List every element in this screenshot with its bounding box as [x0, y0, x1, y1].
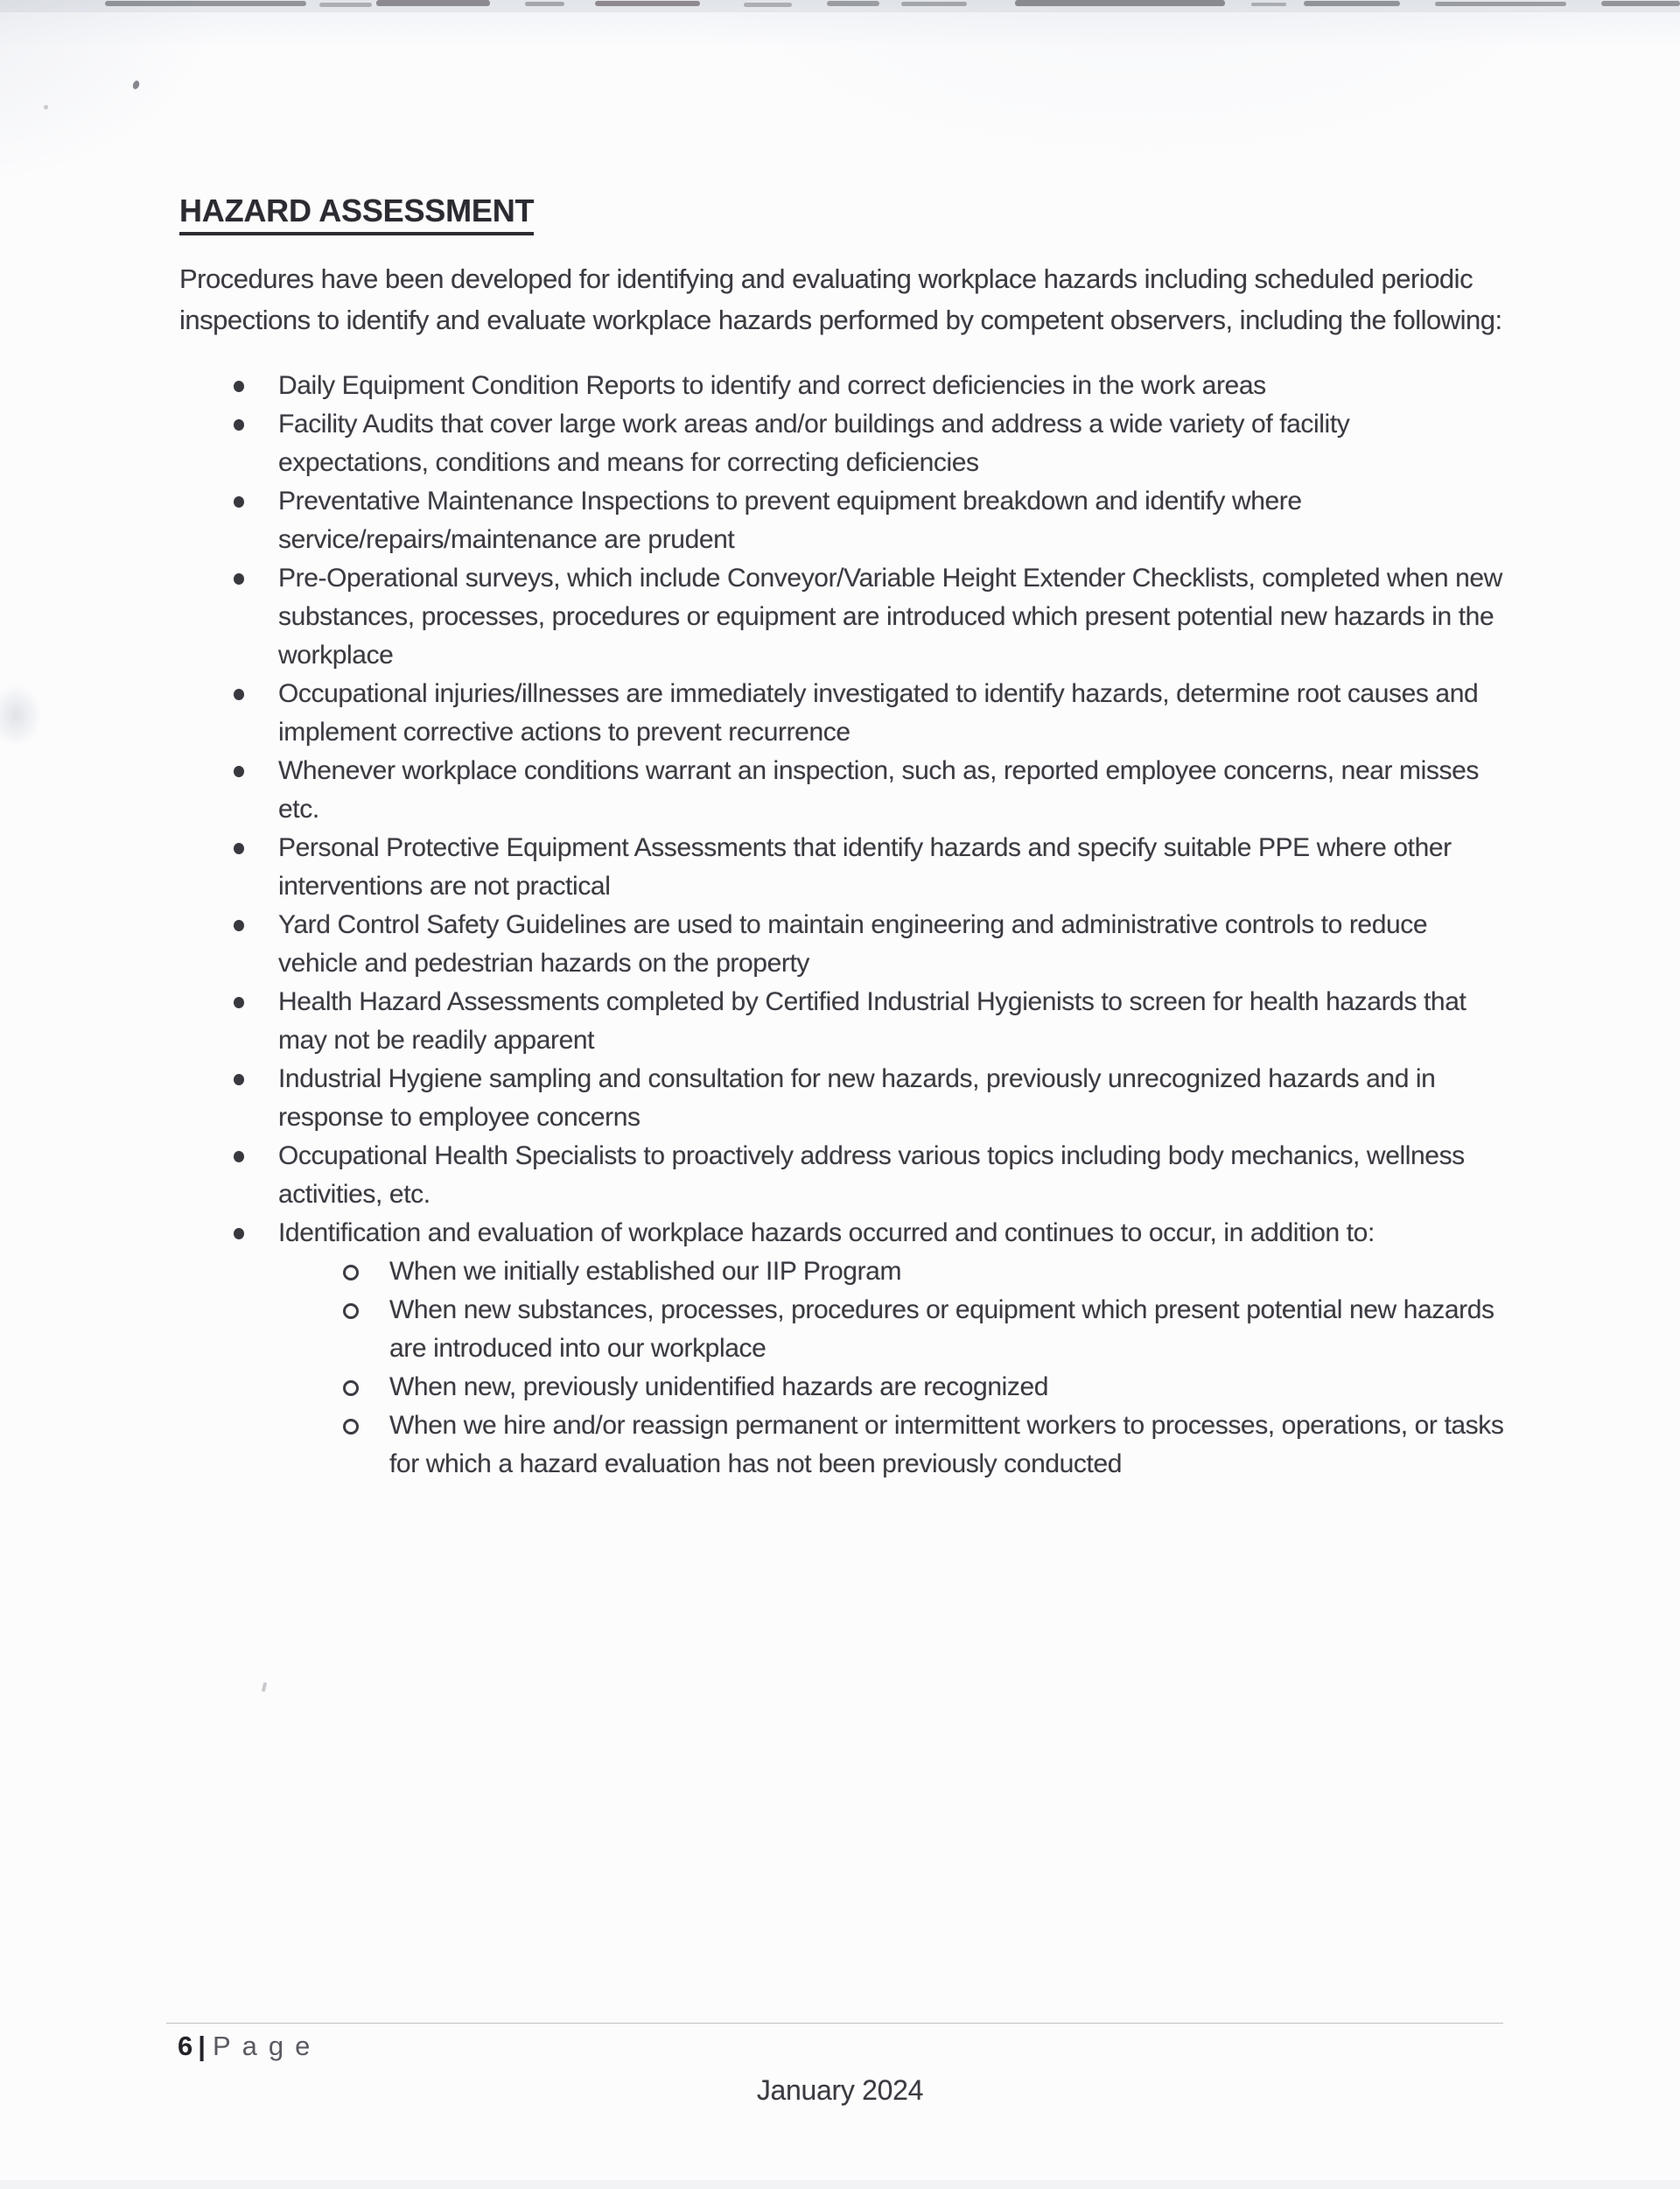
list-item-text: Industrial Hygiene sampling and consultation for new hazards, previously unrecognized hazards and in response to employee concerns [278, 1064, 1436, 1132]
list-item [179, 405, 1505, 482]
scan-smudge [105, 1, 306, 6]
scan-smudge [744, 3, 792, 7]
footer-divider-line [166, 2023, 1503, 2024]
page-word: Page [212, 2031, 322, 2061]
list-item-text: Identification and evaluation of workplace hazards occurred and continues to occur, in addition to: [278, 1218, 1375, 1247]
circle-bullet-icon [343, 1303, 359, 1319]
page-number: 6 [178, 2031, 195, 2061]
intro-paragraph: Procedures have been developed for identifying and evaluating workplace hazards including scheduled periodic inspections to identify and evaluate workplace hazards performed by competent observers, including the following: [179, 263, 1502, 335]
list-item [179, 675, 1505, 752]
bullet-icon [234, 766, 244, 777]
page-number-footer [178, 2031, 321, 2062]
scan-smudge [376, 0, 490, 6]
list-item-text: Yard Control Safety Guidelines are used to maintain engineering and administrative controls to reduce vehicle and pedestrian hazards on the property [278, 910, 1428, 978]
bullet-icon [234, 573, 244, 585]
list-item [179, 983, 1505, 1060]
bullet-icon [234, 920, 244, 931]
list-item-text: Daily Equipment Condition Reports to identify and correct deficiencies in the work areas [278, 371, 1266, 400]
scan-smudge [1435, 2, 1566, 6]
sub-list-item [278, 1407, 1505, 1484]
bullet-icon [234, 997, 244, 1008]
scan-smudge [1304, 1, 1400, 6]
bullet-icon [234, 689, 244, 700]
scan-speck [262, 1682, 268, 1693]
sub-list-item-text: When we hire and/or reassign permanent or intermittent workers to processes, operations, or tasks for which a hazard evaluation has not been previously conducted [389, 1411, 1504, 1478]
list-item-text: Whenever workplace conditions warrant an inspection, such as, reported employee concerns, near misses etc. [278, 756, 1479, 824]
hazard-bullet-list [179, 367, 1505, 1484]
scan-speck [132, 80, 141, 90]
circle-bullet-icon [343, 1419, 359, 1435]
footer-date: January 2024 [756, 2074, 924, 2106]
scan-smudge [525, 2, 564, 6]
list-item [179, 1137, 1505, 1214]
list-item-text: Pre-Operational surveys, which include Conveyor/Variable Height Extender Checklists, completed when new substances, processes, procedures or equipment are introduced which present potential new hazards in the workplace [278, 564, 1502, 670]
scan-smudge [1015, 0, 1225, 6]
bullet-icon [234, 1151, 244, 1162]
list-item [179, 1060, 1505, 1137]
scan-speck [44, 105, 48, 109]
sub-list-item-text: When new substances, processes, procedures or equipment which present potential new hazards are introduced into our workplace [389, 1295, 1494, 1363]
list-item-text: Personal Protective Equipment Assessments that identify hazards and specify suitable PPE where other interventions are not practical [278, 833, 1452, 901]
list-item [179, 906, 1505, 983]
sub-list-item [278, 1291, 1505, 1368]
circle-bullet-icon [343, 1380, 359, 1396]
list-item-text: Occupational injuries/illnesses are immediately investigated to identify hazards, determine root causes and implement corrective actions to prevent recurrence [278, 679, 1479, 747]
bullet-icon [234, 1074, 244, 1085]
document-content [179, 193, 1505, 1484]
sub-list-item [278, 1368, 1505, 1407]
scan-smudge [595, 1, 700, 6]
bullet-icon [234, 1228, 244, 1239]
bullet-icon [234, 419, 244, 431]
list-item [179, 829, 1505, 906]
scan-crease [0, 674, 51, 757]
scan-smudge [827, 1, 879, 6]
list-item [179, 1214, 1505, 1484]
sub-list-item-text: When new, previously unidentified hazards are recognized [389, 1372, 1049, 1401]
list-item-text: Occupational Health Specialists to proactively address various topics including body mechanics, wellness activities, etc. [278, 1141, 1465, 1209]
bullet-icon [234, 381, 244, 392]
scan-smudge [1601, 1, 1680, 6]
scan-noise-bottom-band [0, 2180, 1680, 2189]
sub-list-item [278, 1252, 1505, 1291]
circle-bullet-icon [343, 1265, 359, 1280]
list-item [179, 752, 1505, 829]
bullet-icon [234, 496, 244, 508]
scan-smudge [901, 2, 967, 6]
scan-smudge [319, 3, 372, 7]
sub-bullet-list [278, 1252, 1505, 1484]
section-heading: HAZARD ASSESSMENT [179, 193, 534, 235]
list-item [179, 367, 1505, 405]
sub-list-item-text: When we initially established our IIP Program [389, 1257, 902, 1286]
list-item-text: Health Hazard Assessments completed by Certified Industrial Hygienists to screen for health hazards that may not be readily apparent [278, 987, 1466, 1055]
list-item-text: Facility Audits that cover large work areas and/or buildings and address a wide variety of facility expectations, conditions and means for correcting deficiencies [278, 410, 1350, 477]
page-number-divider: | [198, 2031, 206, 2061]
list-item [179, 559, 1505, 675]
bullet-icon [234, 843, 244, 854]
list-item-text: Preventative Maintenance Inspections to prevent equipment breakdown and identify where service/repairs/maintenance are prudent [278, 487, 1302, 554]
list-item [179, 482, 1505, 559]
scan-smudge [1251, 3, 1286, 6]
